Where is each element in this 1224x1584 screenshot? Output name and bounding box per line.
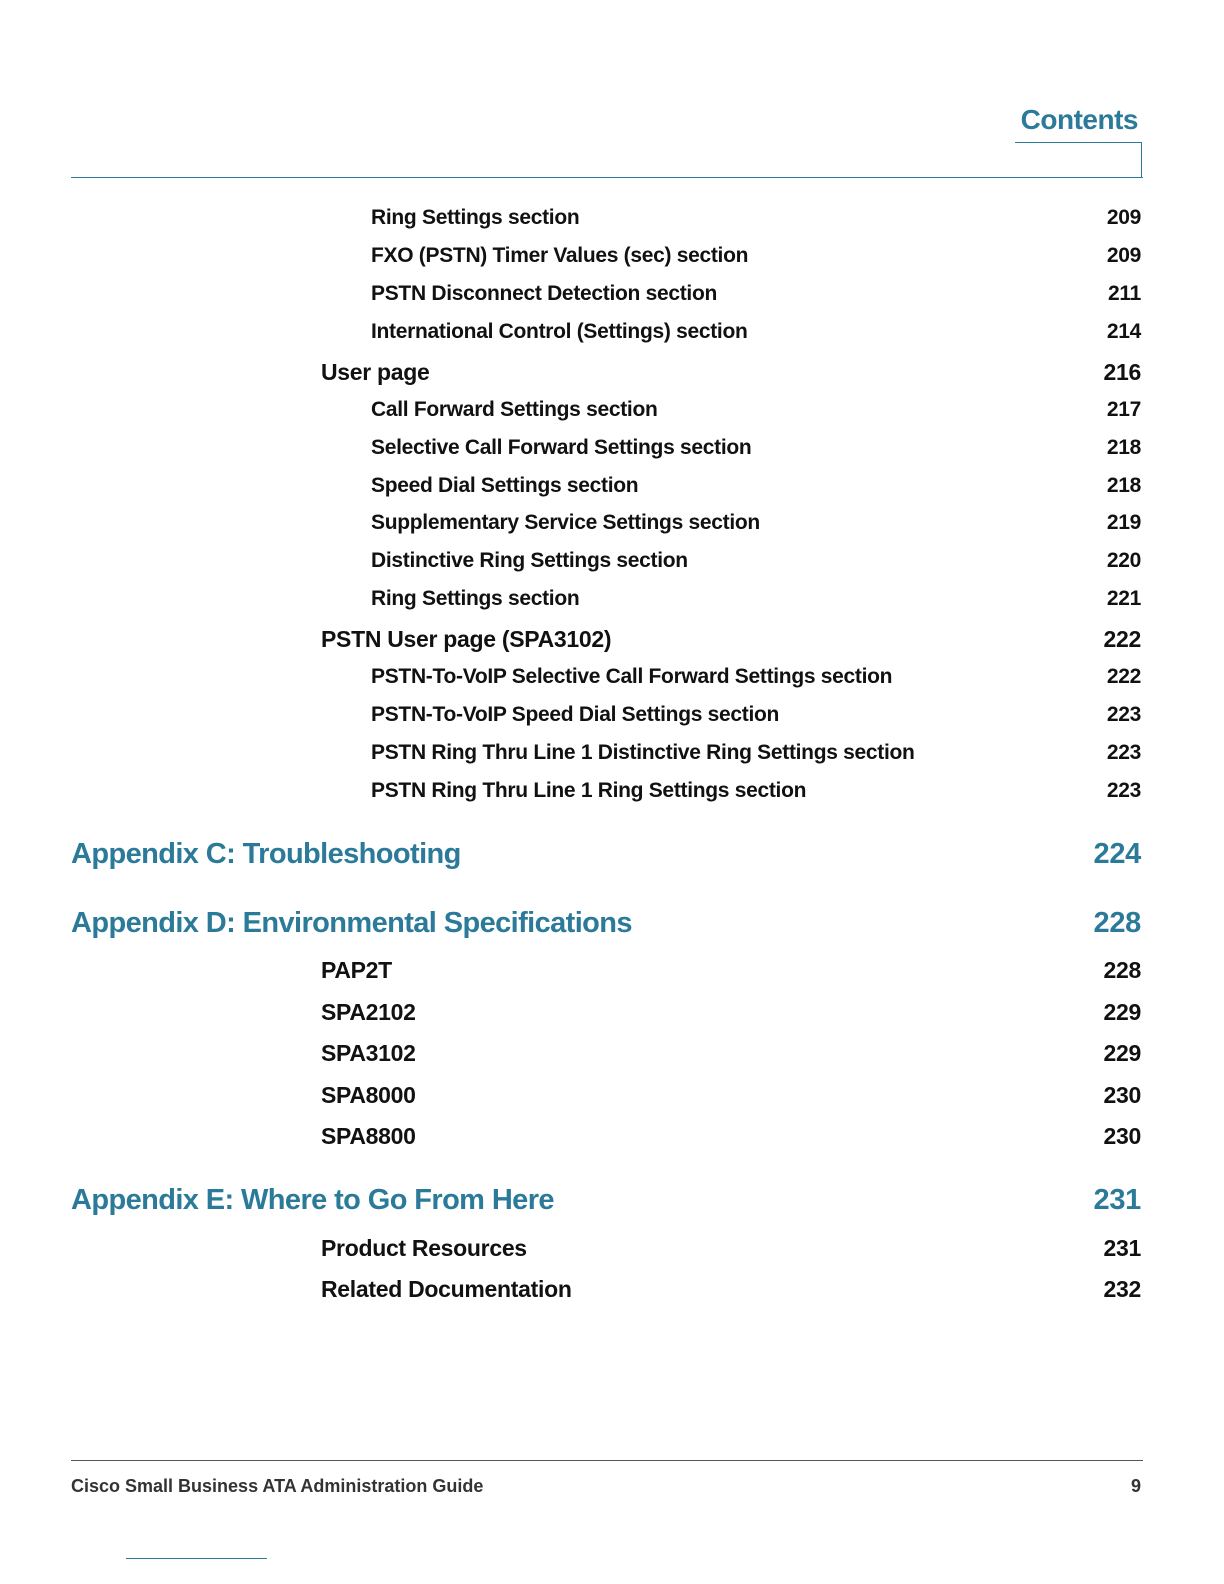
toc-entry-title: PSTN User page (SPA3102) bbox=[321, 626, 612, 652]
footer-guide-title: Cisco Small Business ATA Administration Guide bbox=[71, 1476, 484, 1496]
toc-entry-title: Appendix D: Environmental Specifications bbox=[71, 907, 632, 939]
footer-accent-line bbox=[126, 1558, 267, 1559]
header-rule bbox=[71, 177, 1143, 178]
toc-entry-title: Ring Settings section bbox=[371, 206, 580, 229]
toc-entry-page: 219 bbox=[1106, 511, 1141, 534]
toc-entry-page: 229 bbox=[1103, 999, 1141, 1025]
toc-entry-page: 223 bbox=[1106, 703, 1141, 726]
toc-entry-page: 218 bbox=[1106, 474, 1141, 497]
toc-entry-page: 209 bbox=[1106, 244, 1141, 267]
page-header-title: Contents bbox=[1020, 104, 1138, 135]
toc-entry-title: International Control (Settings) section bbox=[371, 320, 748, 343]
toc-entry-title: PSTN Ring Thru Line 1 Ring Settings section bbox=[371, 779, 807, 802]
toc-entry-page: 231 bbox=[1093, 1184, 1141, 1216]
toc-entry-title: Speed Dial Settings section bbox=[371, 474, 639, 497]
toc-entry-title: Call Forward Settings section bbox=[371, 398, 658, 421]
toc-entry-page: 222 bbox=[1103, 626, 1141, 652]
toc-entry-title: Ring Settings section bbox=[371, 587, 580, 610]
toc-entry-title: Supplementary Service Settings section bbox=[371, 511, 760, 534]
toc-entry-title: SPA3102 bbox=[321, 1040, 416, 1066]
toc-entry-page: 211 bbox=[1108, 282, 1141, 305]
toc-entry-title: PSTN-To-VoIP Speed Dial Settings section bbox=[371, 703, 780, 726]
toc-entry-title: PSTN-To-VoIP Selective Call Forward Settings section bbox=[371, 665, 893, 688]
toc-entry-title: User page bbox=[321, 359, 430, 385]
toc-entry-page: 218 bbox=[1106, 436, 1141, 459]
toc-entry-title: Distinctive Ring Settings section bbox=[371, 549, 688, 572]
toc-entry-page: 224 bbox=[1093, 838, 1141, 870]
toc-entry-title: SPA8000 bbox=[321, 1082, 416, 1108]
toc-entry-page: 231 bbox=[1103, 1235, 1141, 1261]
toc-entry-page: 216 bbox=[1103, 359, 1141, 385]
toc-entry-page: 221 bbox=[1106, 587, 1141, 610]
toc-entry-page: 232 bbox=[1103, 1276, 1141, 1302]
toc-entry-page: 228 bbox=[1093, 907, 1141, 939]
toc-entry-page: 228 bbox=[1103, 957, 1141, 983]
toc-entry-page: 220 bbox=[1106, 549, 1141, 572]
toc-entry-title: Selective Call Forward Settings section bbox=[371, 436, 752, 459]
toc-entry-title: Appendix E: Where to Go From Here bbox=[71, 1184, 554, 1216]
toc-entry-page: 217 bbox=[1106, 398, 1141, 421]
toc-entry-page: 223 bbox=[1106, 779, 1141, 802]
toc-entry-page: 223 bbox=[1106, 741, 1141, 764]
toc-entry-title: SPA8800 bbox=[321, 1123, 416, 1149]
toc-entry-page: 230 bbox=[1103, 1123, 1141, 1149]
toc-entry-title: SPA2102 bbox=[321, 999, 416, 1025]
footer-page-number: 9 bbox=[1130, 1476, 1141, 1496]
toc-entry-page: 229 bbox=[1103, 1040, 1141, 1066]
toc-entry-title: PSTN Ring Thru Line 1 Distinctive Ring Settings section bbox=[371, 741, 915, 764]
toc-entry-title: PAP2T bbox=[321, 957, 392, 983]
toc-entry-page: 222 bbox=[1106, 665, 1141, 688]
toc-entry-title: Related Documentation bbox=[321, 1276, 572, 1302]
footer-rule bbox=[71, 1460, 1143, 1461]
toc-entry-page: 230 bbox=[1103, 1082, 1141, 1108]
toc-entry-title: FXO (PSTN) Timer Values (sec) section bbox=[371, 244, 749, 267]
toc-entry-title: Product Resources bbox=[321, 1235, 527, 1261]
toc-entry-page: 214 bbox=[1106, 320, 1141, 343]
toc-entry-title: Appendix C: Troubleshooting bbox=[71, 838, 461, 870]
header-accent-box bbox=[1015, 142, 1142, 178]
toc-entry-page: 209 bbox=[1106, 206, 1141, 229]
toc-entry-title: PSTN Disconnect Detection section bbox=[371, 282, 718, 305]
